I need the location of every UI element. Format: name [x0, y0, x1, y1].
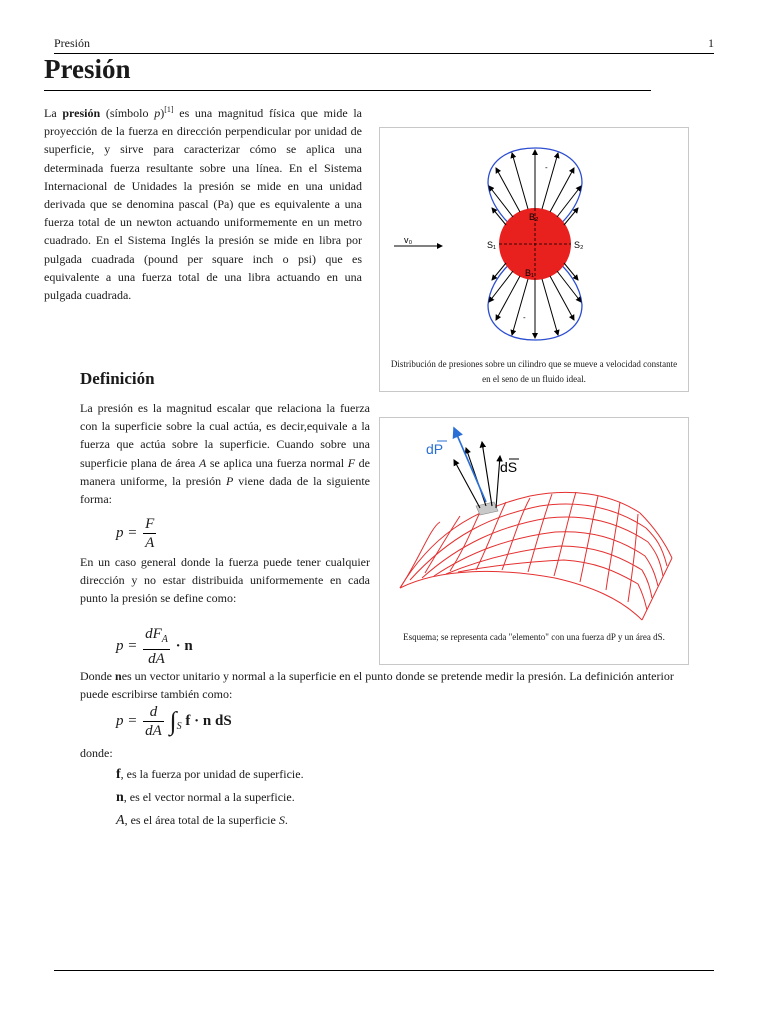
general-case-paragraph: En un caso general donde la fuerza puede tener cualquier dirección y no estar distribuida uniformemente en cada punto la presión se define como: — [80, 555, 370, 606]
dp-label: dP — [426, 441, 444, 457]
donde-label: donde: — [80, 746, 113, 760]
item-text-a: , es el área total de la superficie — [124, 813, 279, 827]
cylinder-pressure-diagram — [380, 128, 688, 353]
title-rule — [44, 90, 651, 91]
item-symbol-n: n — [116, 790, 124, 805]
footer-rule — [54, 970, 714, 971]
section-heading: Definición — [80, 369, 155, 388]
reference-link[interactable]: [1] — [164, 105, 174, 114]
donde-pre: Donde — [80, 669, 115, 683]
header-rule — [54, 53, 714, 54]
eq3-denominator: dA — [145, 723, 162, 739]
dp-arrow — [454, 428, 486, 502]
figure-surface-element — [379, 417, 689, 665]
item-end: . — [284, 813, 288, 827]
intro-lead: La — [44, 106, 63, 120]
figure1-caption: Distribución de presiones sobre un cilindro que se mueve a velocidad constante en el seno de un fluido ideal. — [390, 359, 678, 384]
eq1-denominator: A — [145, 535, 155, 551]
eq2-numerator-sub: A — [161, 634, 168, 645]
donde-paragraph — [80, 667, 680, 703]
def-text-2: se aplica una fuerza normal — [206, 455, 348, 470]
intro-symbol: p — [154, 106, 161, 120]
running-title: Presión — [54, 36, 90, 50]
equation-pressure-general — [116, 625, 193, 668]
page-number: 1 — [708, 36, 714, 50]
surface-element-ds — [476, 502, 498, 515]
intro-body: es una magnitud física que mide la proyección de la fuerza en dirección perpendicular por unidad de superficie, y sirve para caracterizar cómo se aplica una determinada fuerza resultante sobre una línea. En el Sistema Internacional de Unidades la presión se mide en una unidad derivada que se denomina pascal (Pa) que es equivalente a una fuerza total de un newton actuando uniformemente en un metro cuadrado. En el Sistema Inglés la presión se mide en libra por pulgada cuadrada (pound per square inch o psi) que es equivalente a una fuerza total de una libra actuando en una pulgada cuadrada. — [44, 106, 363, 303]
eq1-lhs: p = — [116, 524, 138, 541]
eq2-denominator: dA — [148, 651, 165, 667]
donde-post: es un vector unitario y normal a la superficie en el punto donde se pretende medir la presión. La definición anterior puede escribirse también como: — [80, 669, 674, 702]
def-text-3: de manera uniforme, la presión — [80, 455, 370, 488]
equation-pressure-basic — [116, 515, 158, 552]
definition-item-f — [116, 767, 304, 783]
figure-cylinder-pressure — [379, 127, 689, 392]
eq1-numerator: F — [145, 516, 155, 532]
intro-paren-open: (símbolo — [100, 106, 155, 120]
eq3-lhs: p = — [116, 712, 138, 729]
def-text-1: La presión es la magnitud escalar que relaciona la fuerza con la superficie sobre la cual actúa, es decir,equivale a la fuerza que actúa sobre la superficie. Cuando sobre una superficie plana de área — [80, 401, 370, 470]
equation-pressure-integral — [116, 703, 232, 740]
item-tail-s: S — [278, 813, 285, 827]
def-symbol-a: A — [198, 455, 207, 470]
eq3-integral-sub: S — [176, 720, 182, 732]
eq3-rhs: f · n dS — [185, 712, 232, 729]
eq2-rhs: · n — [175, 637, 193, 654]
definition-paragraph — [80, 399, 370, 508]
velocity-label: v₀ — [404, 235, 413, 245]
intro-paren-close: ) — [160, 106, 165, 120]
integral-sign: ∫ — [169, 706, 177, 736]
intro-paragraph — [44, 101, 362, 304]
def-symbol-p: P — [226, 473, 234, 488]
figure2-caption: Esquema; se representa cada "elemento" con una fuerza dP y un área dS. — [403, 632, 665, 642]
def-text-4: viene dada de la siguiente forma: — [80, 473, 371, 507]
item-text-f: , es la fuerza por unidad de superficie. — [120, 767, 304, 781]
ds-label: dS — [500, 459, 518, 475]
definition-item-a — [116, 813, 288, 829]
s2-label: S₂ — [574, 240, 584, 250]
surface-mesh-diagram — [380, 418, 688, 623]
surface-mesh — [400, 492, 672, 620]
intro-term: presión — [62, 106, 101, 120]
running-header — [54, 36, 714, 54]
donde-symbol-n: n — [115, 669, 122, 683]
b2-label: B₂ — [529, 212, 539, 222]
item-symbol-a: A — [116, 813, 125, 828]
eq3-numerator: d — [143, 703, 164, 722]
minus-label-bottom: - — [523, 313, 526, 322]
page-title: Presión — [44, 54, 131, 84]
def-symbol-f: F — [347, 455, 356, 470]
eq2-numerator: dF — [145, 626, 162, 642]
definition-item-n — [116, 790, 295, 806]
force-arrows — [454, 442, 500, 508]
eq2-lhs: p = — [116, 637, 138, 654]
minus-label-top: - — [545, 163, 548, 172]
item-symbol-f: f — [116, 767, 121, 782]
item-text-n: , es el vector normal a la superficie. — [123, 790, 295, 804]
b1-label: B₁ — [525, 268, 535, 278]
s1-label: S₁ — [487, 240, 497, 250]
